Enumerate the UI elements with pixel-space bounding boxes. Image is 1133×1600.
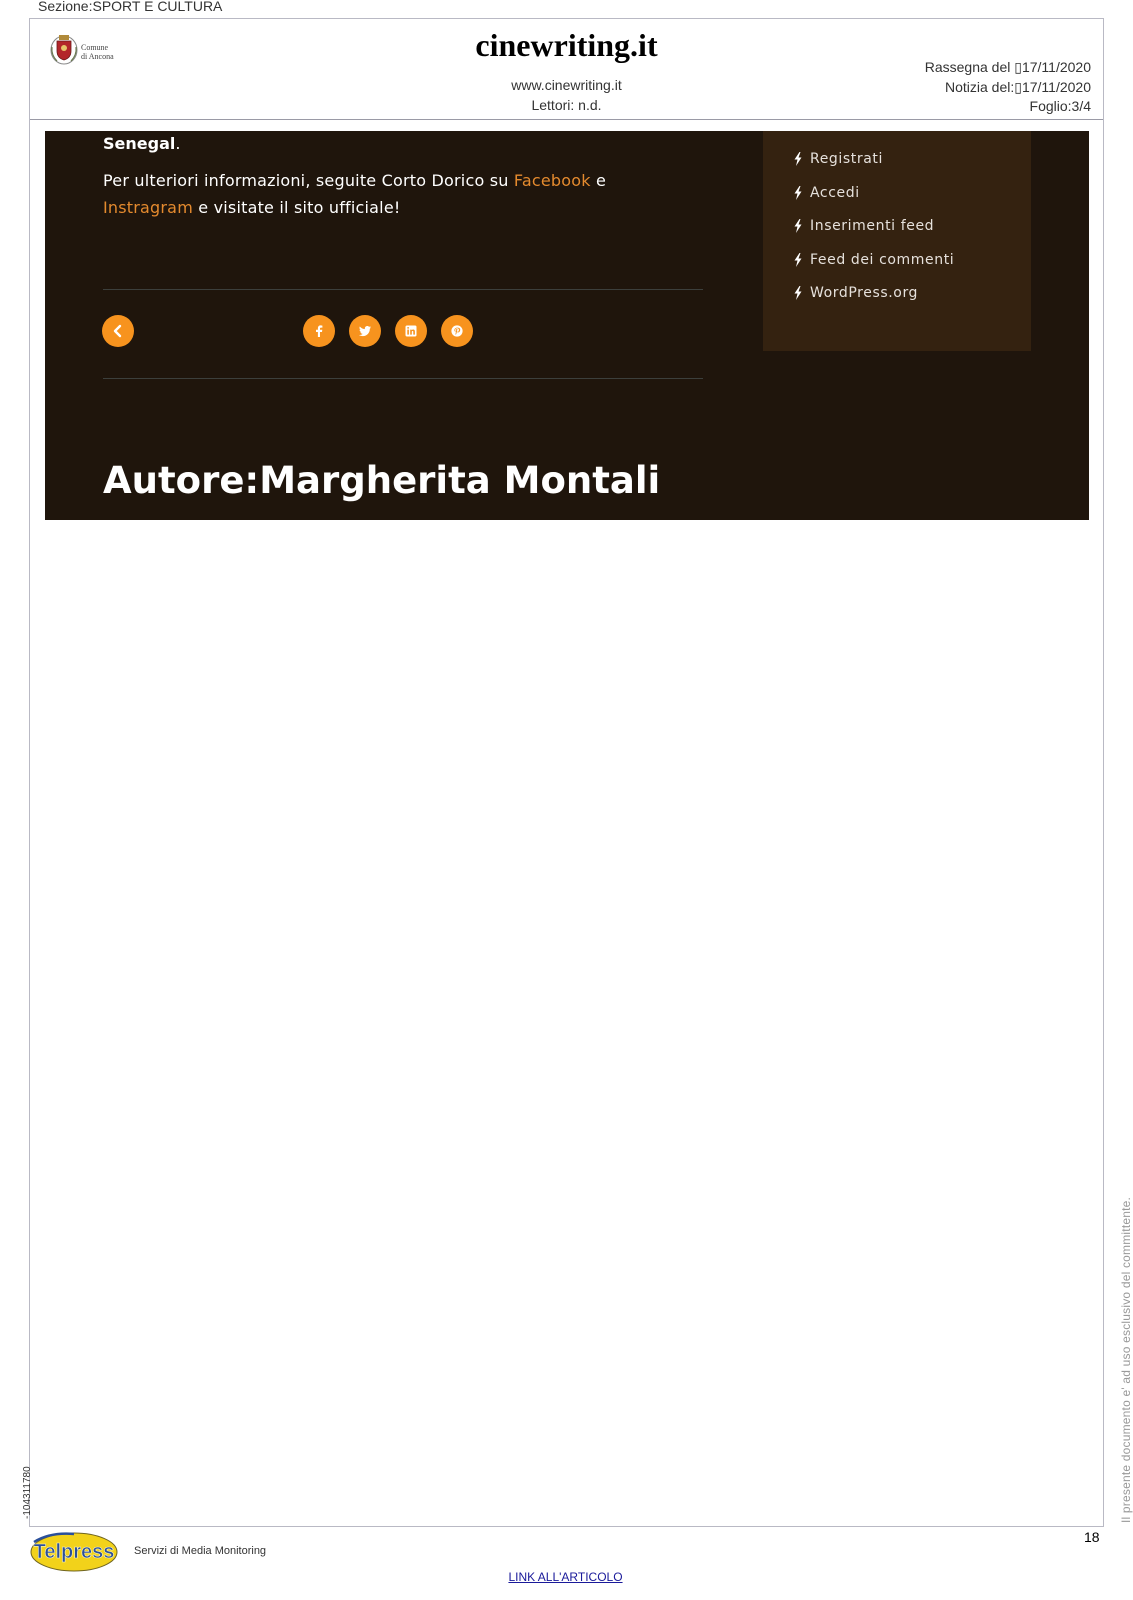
share-facebook-button[interactable] bbox=[303, 315, 335, 347]
section-label: Sezione:SPORT E CULTURA bbox=[38, 0, 223, 14]
article-link[interactable]: LINK ALL'ARTICOLO bbox=[508, 1570, 623, 1584]
share-pinterest-button[interactable] bbox=[441, 315, 473, 347]
document-meta bbox=[925, 58, 1091, 117]
pinterest-icon bbox=[450, 324, 464, 338]
sidebar-item-label: Accedi bbox=[810, 184, 860, 201]
site-url: www.cinewriting.it bbox=[511, 77, 622, 93]
page-frame bbox=[29, 18, 1104, 1527]
bolt-icon bbox=[793, 152, 803, 166]
sidebar-item-feed-commenti[interactable] bbox=[793, 252, 1031, 286]
share-linkedin-button[interactable] bbox=[395, 315, 427, 347]
telpress-logo-text: Telpress bbox=[33, 1541, 115, 1563]
previous-button[interactable] bbox=[102, 315, 134, 347]
divider-top bbox=[103, 289, 703, 290]
bolt-icon bbox=[793, 253, 803, 267]
readers-count: Lettori: n.d. bbox=[531, 97, 602, 113]
senegal-text: Senegal bbox=[103, 134, 176, 153]
divider-bottom bbox=[103, 378, 703, 379]
sidebar-item-label: Registrati bbox=[810, 151, 883, 167]
logo-line-1: Comune bbox=[81, 43, 109, 52]
bolt-icon bbox=[793, 219, 803, 233]
page-number: 18 bbox=[1084, 1529, 1100, 1545]
sheet-number: Foglio:3/4 bbox=[1029, 98, 1091, 114]
share-twitter-button[interactable] bbox=[349, 315, 381, 347]
notizia-date: Notizia del:▯17/11/2020 bbox=[945, 78, 1091, 95]
site-title: cinewriting.it bbox=[475, 27, 658, 63]
telpress-logo bbox=[30, 1530, 118, 1574]
rassegna-date: Rassegna del ▯17/11/2020 bbox=[924, 59, 1091, 75]
article-tail: Senegal. bbox=[103, 134, 181, 153]
article-screenshot bbox=[45, 131, 1089, 520]
sidebar-item-label: Feed dei commenti bbox=[810, 251, 955, 268]
footer-service: Servizi di Media Monitoring bbox=[134, 1545, 267, 1557]
meta-links-list bbox=[763, 131, 1031, 319]
facebook-icon bbox=[312, 324, 326, 338]
meta-sidebar bbox=[763, 131, 1031, 351]
instagram-link[interactable]: Instragram bbox=[103, 198, 193, 217]
bolt-icon bbox=[793, 286, 803, 300]
usage-disclaimer: Il presente documento e' ad uso esclusivo del committente. bbox=[1119, 1196, 1133, 1523]
chevron-left-icon bbox=[111, 324, 125, 338]
bolt-icon bbox=[793, 186, 803, 200]
sidebar-item-registrati[interactable] bbox=[793, 151, 1031, 185]
article-author: Autore:Margherita Montali bbox=[103, 459, 661, 502]
document-header bbox=[30, 19, 1103, 120]
article-paragraph: Per ulteriori informazioni, seguite Corto Dorico su Facebook e Instragram e visitate il sito ufficiale! bbox=[103, 171, 607, 217]
document-id: -104311780 bbox=[22, 1466, 33, 1519]
sidebar-item-inserimenti-feed[interactable] bbox=[793, 218, 1031, 252]
sidebar-item-label: WordPress.org bbox=[810, 285, 919, 301]
logo-line-2: di Ancona bbox=[81, 52, 114, 61]
footer-link-wrapper bbox=[0, 1570, 1131, 1584]
twitter-icon bbox=[358, 324, 372, 338]
linkedin-icon bbox=[404, 324, 418, 338]
sidebar-item-accedi[interactable] bbox=[793, 185, 1031, 219]
sidebar-item-label: Inserimenti feed bbox=[810, 218, 935, 234]
facebook-link[interactable]: Facebook bbox=[513, 171, 591, 190]
sidebar-item-wordpress[interactable] bbox=[793, 285, 1031, 319]
